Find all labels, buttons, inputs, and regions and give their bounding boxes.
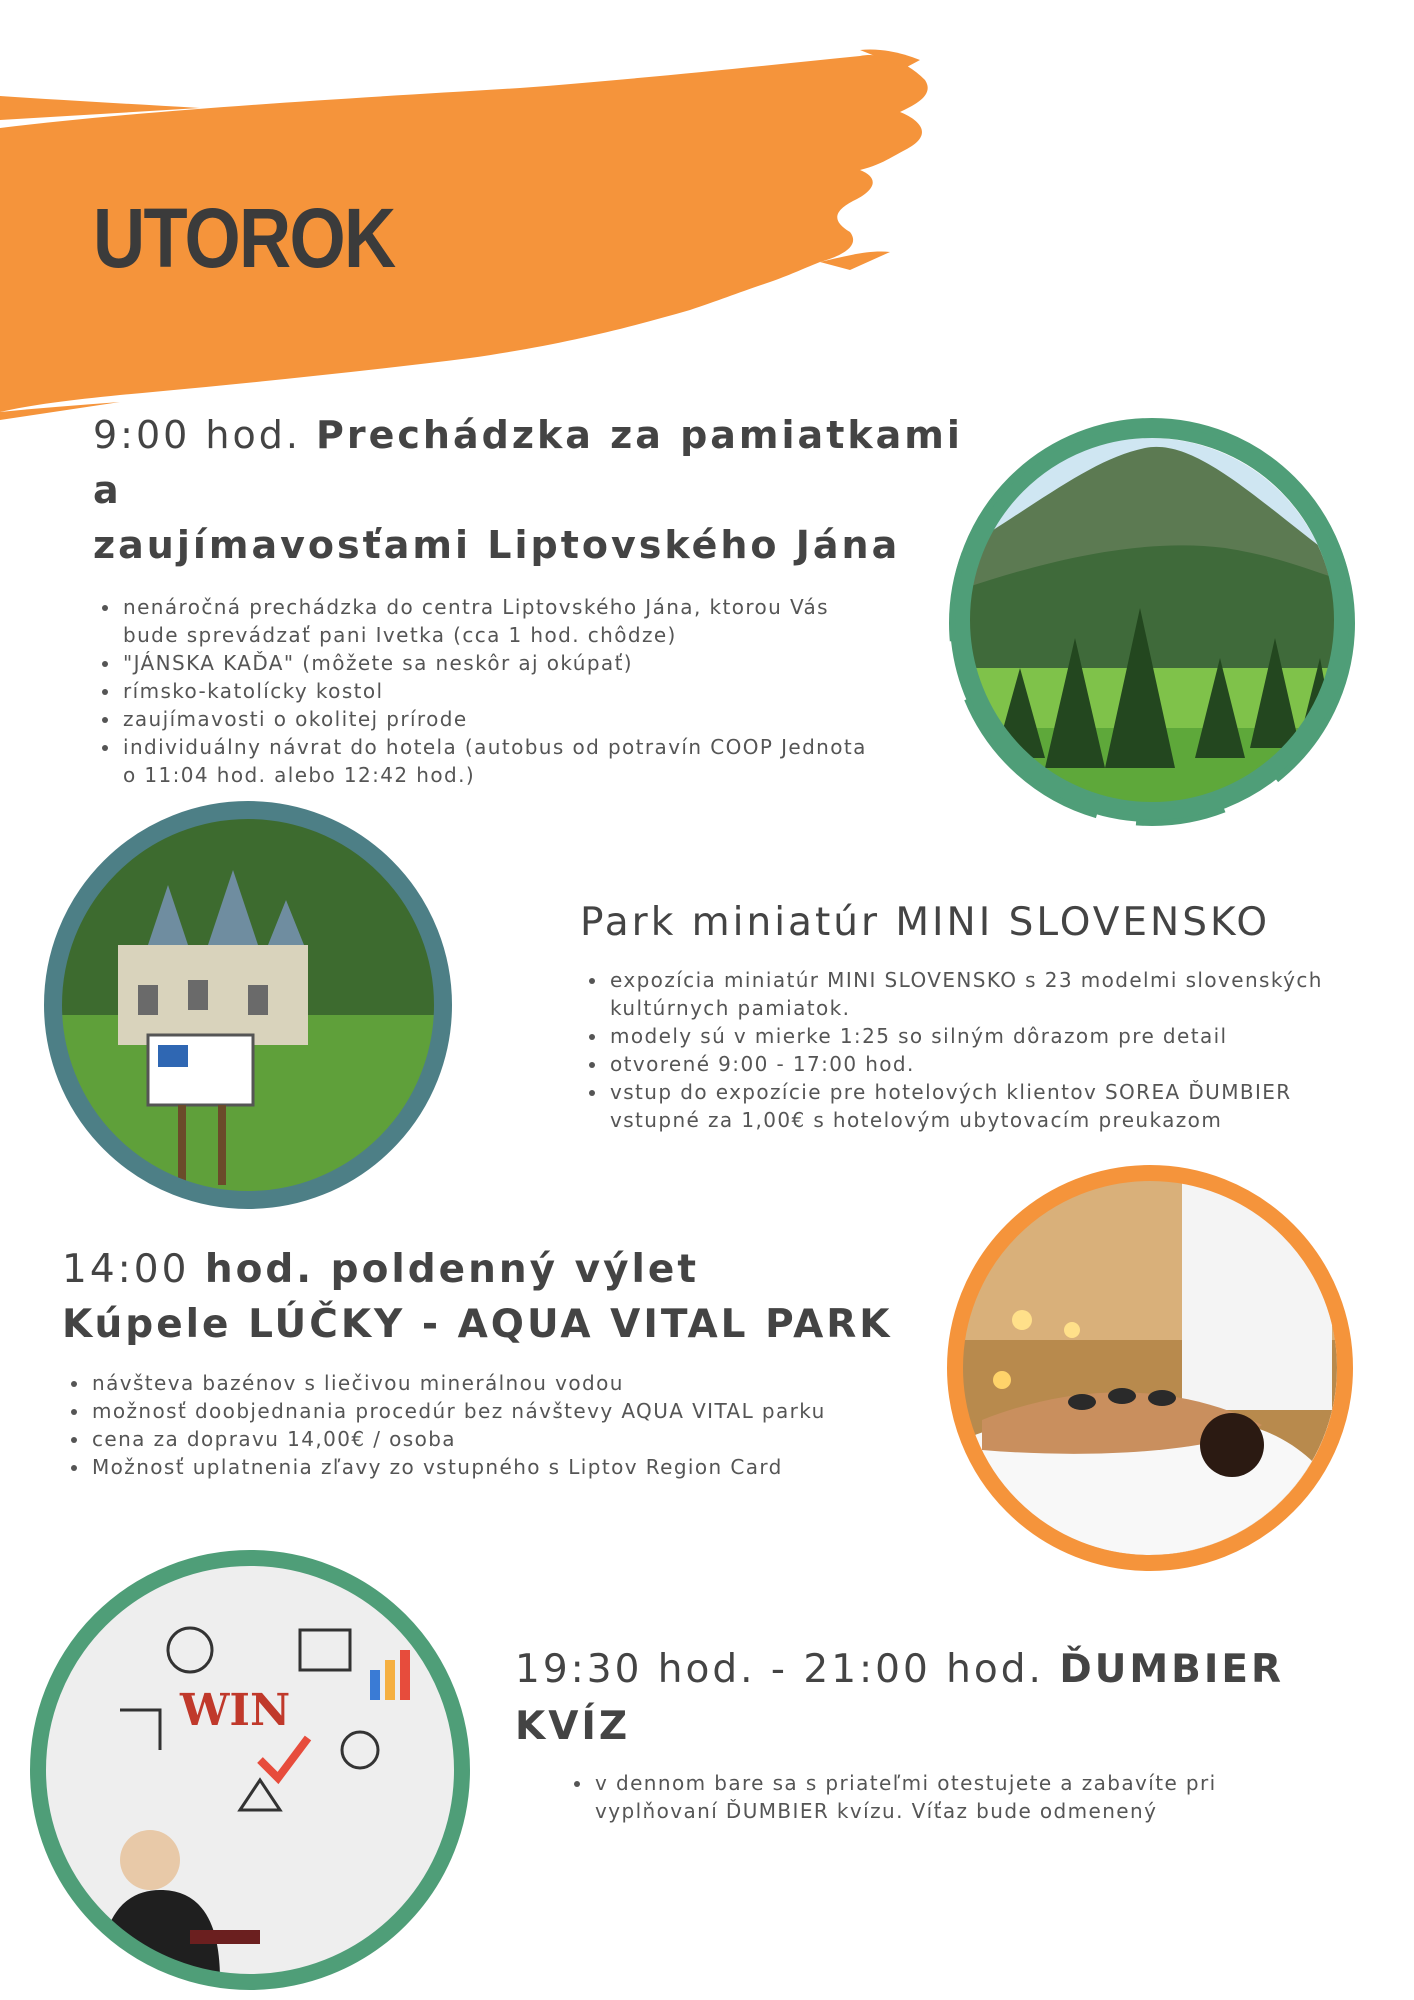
section-3-title-line2: Kúpele LÚČKY - AQUA VITAL PARK (62, 1302, 893, 1348)
list-item: • zaujímavosti o okolitej prírode (121, 705, 881, 733)
mountain-landscape-photo (965, 438, 1335, 808)
section-2-title: Park miniatúr MINI SLOVENSKO (580, 900, 1271, 945)
list-item: • "JÁNSKA KAĎA" (môžete sa neskôr aj okúpať) (121, 649, 881, 677)
list-item: • modely sú v mierke 1:25 so silným dôrazom pre detail (608, 1022, 1348, 1050)
section-mini-slovensko (580, 895, 1350, 1134)
spa-massage-photo (962, 1180, 1337, 1555)
section-morning-walk (93, 408, 973, 789)
section-4-bullet-list (565, 1769, 1293, 1825)
section-dumbier-quiz (515, 1642, 1375, 1825)
section-1-bullet-list (93, 593, 881, 789)
section-4-heading (515, 1642, 1375, 1755)
section-1-title-line2: zaujímavosťami Liptovského Jána (93, 523, 901, 568)
doodle-win-text: WIN (180, 1685, 291, 1736)
section-3-title-line1: hod. poldenný výlet (204, 1247, 699, 1292)
section-2-bullet-list (580, 966, 1348, 1134)
section-3-heading (62, 1242, 932, 1353)
list-item: • rímsko-katolícky kostol (121, 677, 881, 705)
list-item: • nenáročná prechádzka do centra Liptovského Jána, ktorou Vás bude sprevádzať pani Ivetka (cca 1 hod. chôdze) (121, 593, 881, 649)
list-item: • návšteva bazénov s liečivou minerálnou vodou (90, 1369, 950, 1397)
section-aqua-vital-park (62, 1242, 932, 1481)
section-1-time: 9:00 hod. (93, 413, 301, 457)
list-item: • cena za dopravu 14,00€ / osoba (90, 1425, 950, 1453)
section-4-title: ĎUMBIER KVÍZ (515, 1647, 1285, 1749)
list-item: • otvorené 9:00 - 17:00 hod. (608, 1050, 1348, 1078)
section-1-title-line1: Prechádzka za pamiatkami a (93, 413, 963, 513)
section-4-time: 19:30 hod. - 21:00 hod. (515, 1647, 1044, 1692)
section-3-time: 14:00 (62, 1247, 190, 1292)
list-item: • možnosť doobjednania procedúr bez návštevy AQUA VITAL parku (90, 1397, 950, 1425)
list-item: • Možnosť uplatnenia zľavy zo vstupného s Liptov Region Card (90, 1453, 950, 1481)
section-2-heading (580, 895, 1350, 952)
day-title: UTOROK (93, 191, 395, 285)
list-item: • individuálny návrat do hotela (autobus od potravín COOP Jednota o 11:04 hod. alebo 12:42 hod.) (121, 733, 881, 789)
list-item: • vstup do expozície pre hotelových klientov SOREA ĎUMBIER vstupné za 1,00€ s hotelovým ubytovacím preukazom (608, 1078, 1348, 1134)
section-1-heading (93, 408, 973, 573)
section-3-bullet-list (62, 1369, 950, 1481)
miniature-castle-photo (58, 815, 438, 1195)
list-item: • v dennom bare sa s priateľmi otestujete a zabavíte pri vyplňovaní ĎUMBIER kvízu. Víťaz bude odmenený (593, 1769, 1293, 1825)
quiz-doodle-photo (40, 1560, 460, 1980)
list-item: • expozícia miniatúr MINI SLOVENSKO s 23 modelmi slovenských kultúrnych pamiatok. (608, 966, 1348, 1022)
